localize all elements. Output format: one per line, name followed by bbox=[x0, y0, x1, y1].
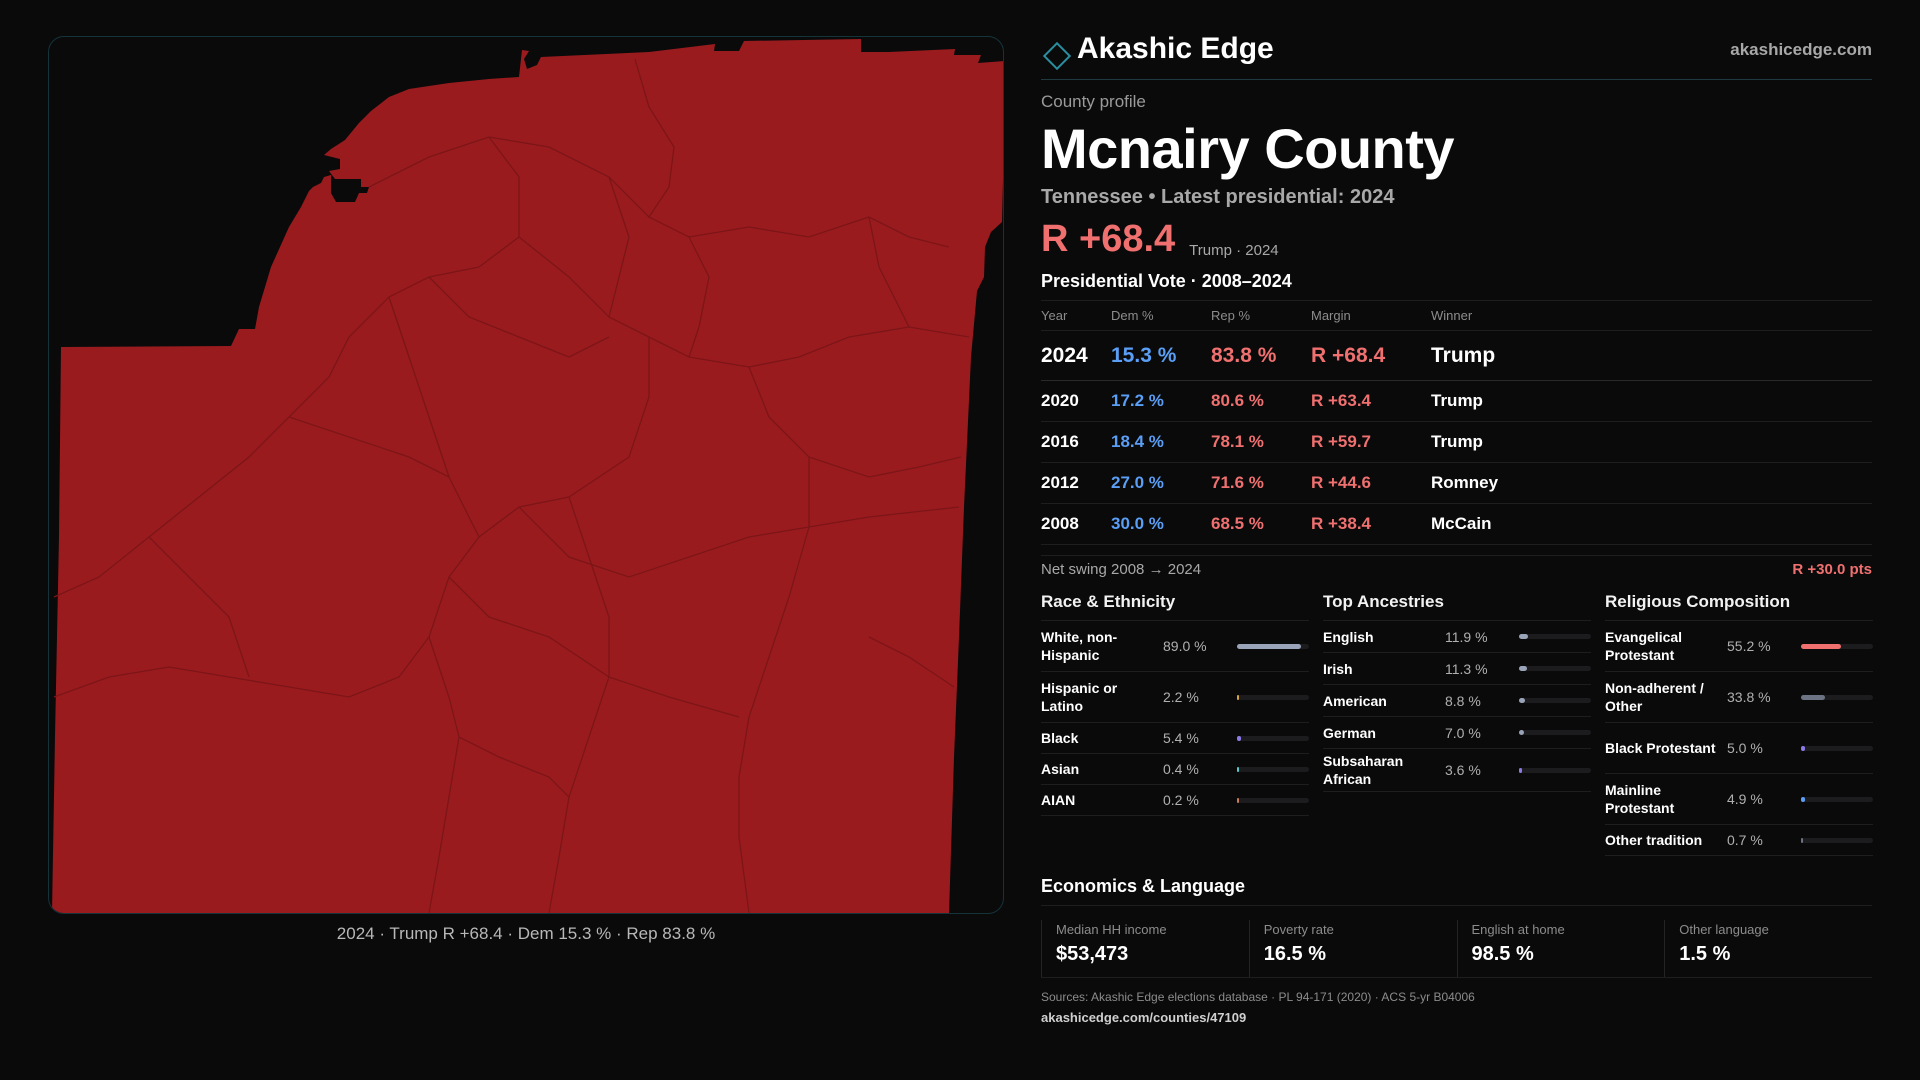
stat-label: Poverty rate bbox=[1263, 922, 1334, 937]
cell-margin: R +44.6 bbox=[1311, 473, 1372, 492]
item-bar-fill bbox=[1237, 644, 1301, 649]
item-bar-fill bbox=[1801, 644, 1841, 649]
item-value: 11.9 % bbox=[1445, 628, 1488, 645]
item-value: 2.2 % bbox=[1163, 689, 1199, 705]
item-name: Black Protestant bbox=[1605, 740, 1716, 756]
list-item bbox=[1605, 621, 1873, 672]
margin-value: R +68.4 bbox=[1041, 218, 1176, 260]
table-row[interactable] bbox=[1041, 381, 1872, 422]
item-value: 0.4 % bbox=[1163, 761, 1199, 777]
col-winner: Winner bbox=[1431, 308, 1473, 323]
item-bar bbox=[1801, 644, 1873, 649]
table-row[interactable] bbox=[1041, 422, 1872, 463]
stat-value: 98.5 % bbox=[1471, 943, 1534, 965]
stat-other-language bbox=[1664, 920, 1872, 977]
col-dem: Dem % bbox=[1111, 308, 1154, 323]
item-name: Evangelical Protestant bbox=[1605, 629, 1683, 663]
stat-label: Other language bbox=[1679, 922, 1769, 937]
cell-winner: McCain bbox=[1431, 514, 1492, 533]
item-name: Subsaharan African bbox=[1323, 753, 1404, 787]
item-bar-fill bbox=[1237, 798, 1239, 803]
list-item bbox=[1323, 685, 1591, 717]
cell-winner: Trump bbox=[1431, 432, 1483, 451]
list-item bbox=[1605, 774, 1873, 825]
county-shape[interactable] bbox=[52, 39, 1004, 913]
cell-rep: 83.8 % bbox=[1211, 343, 1277, 367]
item-bar-fill bbox=[1237, 736, 1241, 741]
item-value: 5.4 % bbox=[1163, 730, 1199, 746]
headline-margin bbox=[1041, 217, 1872, 261]
stat-poverty-rate bbox=[1249, 920, 1457, 977]
net-swing bbox=[1041, 555, 1872, 583]
diamond-logo-icon bbox=[1043, 42, 1071, 70]
item-name: Other tradition bbox=[1605, 832, 1703, 848]
item-value: 3.6 % bbox=[1445, 762, 1481, 778]
vote-table-header bbox=[1041, 301, 1872, 331]
item-bar bbox=[1237, 695, 1309, 700]
county-url-link[interactable]: akashicedge.com/counties/47109 bbox=[1041, 1010, 1247, 1025]
religion-section bbox=[1605, 587, 1873, 856]
demographics bbox=[1041, 587, 1872, 856]
item-value: 11.3 % bbox=[1445, 660, 1488, 677]
swing-value: R +30.0 pts bbox=[1792, 561, 1872, 578]
vote-table bbox=[1041, 300, 1872, 545]
stat-label: Median HH income bbox=[1056, 922, 1167, 937]
stat-value: 1.5 % bbox=[1679, 943, 1731, 965]
item-value: 8.8 % bbox=[1445, 692, 1481, 709]
race-title: Race & Ethnicity bbox=[1041, 587, 1309, 621]
item-bar bbox=[1237, 644, 1309, 649]
item-bar-fill bbox=[1801, 797, 1805, 802]
list-item bbox=[1041, 785, 1309, 816]
list-item bbox=[1041, 754, 1309, 785]
cell-dem: 15.3 % bbox=[1111, 343, 1177, 367]
ancestry-title: Top Ancestries bbox=[1323, 587, 1591, 621]
table-row[interactable] bbox=[1041, 504, 1872, 545]
cell-rep: 68.5 % bbox=[1211, 514, 1264, 533]
margin-note: Trump · 2024 bbox=[1189, 242, 1279, 259]
table-row[interactable] bbox=[1041, 463, 1872, 504]
county-map[interactable] bbox=[48, 36, 1004, 914]
list-item bbox=[1323, 717, 1591, 749]
profile-panel bbox=[1041, 30, 1872, 1025]
cell-rep: 78.1 % bbox=[1211, 432, 1264, 451]
item-name: English bbox=[1323, 628, 1374, 645]
table-row[interactable] bbox=[1041, 331, 1872, 381]
list-item bbox=[1323, 621, 1591, 653]
item-bar bbox=[1519, 698, 1591, 703]
stat-label: English at home bbox=[1471, 922, 1565, 937]
item-value: 89.0 % bbox=[1163, 638, 1207, 654]
item-bar-fill bbox=[1237, 767, 1239, 772]
item-bar bbox=[1237, 736, 1309, 741]
item-bar bbox=[1519, 730, 1591, 735]
item-name: Irish bbox=[1323, 660, 1353, 677]
econ-title: Economics & Language bbox=[1041, 870, 1872, 906]
list-item bbox=[1041, 723, 1309, 754]
item-bar bbox=[1237, 767, 1309, 772]
cell-rep: 71.6 % bbox=[1211, 473, 1264, 492]
item-name: White, non-Hispanic bbox=[1041, 629, 1118, 663]
item-name: Asian bbox=[1041, 761, 1080, 777]
cell-dem: 17.2 % bbox=[1111, 391, 1164, 410]
col-year: Year bbox=[1041, 308, 1068, 323]
cell-year: 2024 bbox=[1041, 343, 1088, 367]
item-value: 0.2 % bbox=[1163, 792, 1199, 808]
item-bar-fill bbox=[1519, 768, 1522, 773]
cell-year: 2016 bbox=[1041, 432, 1079, 451]
item-value: 4.9 % bbox=[1727, 791, 1763, 807]
item-value: 5.0 % bbox=[1727, 740, 1763, 756]
item-name: German bbox=[1323, 724, 1376, 741]
cell-year: 2012 bbox=[1041, 473, 1079, 492]
stat-value: 16.5 % bbox=[1263, 943, 1327, 965]
cell-dem: 27.0 % bbox=[1111, 473, 1164, 492]
item-bar bbox=[1801, 746, 1873, 751]
cell-margin: R +59.7 bbox=[1311, 432, 1372, 451]
cell-margin: R +68.4 bbox=[1311, 343, 1386, 367]
ancestry-section bbox=[1323, 587, 1591, 856]
header bbox=[1041, 30, 1872, 80]
item-bar bbox=[1801, 838, 1873, 843]
religion-title: Religious Composition bbox=[1605, 587, 1873, 621]
stat-english-home bbox=[1457, 920, 1665, 977]
cell-dem: 18.4 % bbox=[1111, 432, 1164, 451]
list-item bbox=[1323, 653, 1591, 685]
site-link[interactable]: akashicedge.com bbox=[1730, 40, 1872, 59]
cell-margin: R +63.4 bbox=[1311, 391, 1372, 410]
list-item bbox=[1041, 621, 1309, 672]
item-name: Black bbox=[1041, 730, 1079, 746]
stat-median-income bbox=[1041, 920, 1249, 977]
item-bar-fill bbox=[1519, 666, 1527, 671]
col-rep: Rep % bbox=[1211, 308, 1251, 323]
item-value: 7.0 % bbox=[1445, 724, 1481, 741]
item-bar-fill bbox=[1519, 698, 1525, 703]
item-name: Non-adherent / Other bbox=[1605, 680, 1704, 714]
item-value: 0.7 % bbox=[1727, 832, 1763, 848]
item-name: AIAN bbox=[1041, 792, 1076, 808]
col-margin: Margin bbox=[1311, 308, 1351, 323]
list-item bbox=[1041, 672, 1309, 723]
econ-stats bbox=[1041, 920, 1872, 978]
item-name: American bbox=[1323, 692, 1387, 709]
list-item bbox=[1605, 672, 1873, 723]
item-bar-fill bbox=[1519, 634, 1528, 639]
county-subtitle: Tennessee • Latest presidential: 2024 bbox=[1041, 186, 1395, 208]
cell-winner: Trump bbox=[1431, 391, 1483, 410]
item-bar bbox=[1801, 695, 1873, 700]
item-name: Mainline Protestant bbox=[1605, 782, 1675, 816]
swing-label: Net swing 2008 → 2024 bbox=[1041, 561, 1202, 578]
item-bar bbox=[1801, 797, 1873, 802]
county-map-svg bbox=[49, 37, 1004, 914]
item-bar bbox=[1519, 666, 1591, 671]
cell-rep: 80.6 % bbox=[1211, 391, 1264, 410]
item-value: 55.2 % bbox=[1727, 638, 1771, 654]
map-caption: 2024 · Trump R +68.4 · Dem 15.3 % · Rep 83.8 % bbox=[336, 924, 716, 943]
list-item bbox=[1323, 749, 1591, 792]
item-bar bbox=[1519, 768, 1591, 773]
item-bar-fill bbox=[1519, 730, 1524, 735]
item-bar bbox=[1519, 634, 1591, 639]
item-bar-fill bbox=[1801, 838, 1803, 843]
list-item bbox=[1605, 825, 1873, 856]
brand-name[interactable]: Akashic Edge bbox=[1077, 32, 1274, 65]
item-name: Hispanic or Latino bbox=[1041, 680, 1118, 714]
kicker: County profile bbox=[1041, 92, 1146, 111]
stat-value: $53,473 bbox=[1056, 943, 1129, 965]
cell-year: 2008 bbox=[1041, 514, 1079, 533]
cell-winner: Trump bbox=[1431, 343, 1496, 367]
item-bar bbox=[1237, 798, 1309, 803]
list-item bbox=[1605, 723, 1873, 774]
cell-margin: R +38.4 bbox=[1311, 514, 1372, 533]
race-section bbox=[1041, 587, 1309, 856]
sources-note: Sources: Akashic Edge elections database · PL 94-171 (2020) · ACS 5-yr B04006 bbox=[1041, 990, 1475, 1004]
item-bar-fill bbox=[1237, 695, 1239, 700]
page-title: Mcnairy County bbox=[1041, 117, 1455, 180]
item-value: 33.8 % bbox=[1727, 689, 1771, 705]
item-bar-fill bbox=[1801, 695, 1825, 700]
item-bar-fill bbox=[1801, 746, 1805, 751]
cell-dem: 30.0 % bbox=[1111, 514, 1164, 533]
vote-section-title: Presidential Vote · 2008–2024 bbox=[1041, 271, 1292, 291]
cell-winner: Romney bbox=[1431, 473, 1499, 492]
cell-year: 2020 bbox=[1041, 391, 1079, 410]
